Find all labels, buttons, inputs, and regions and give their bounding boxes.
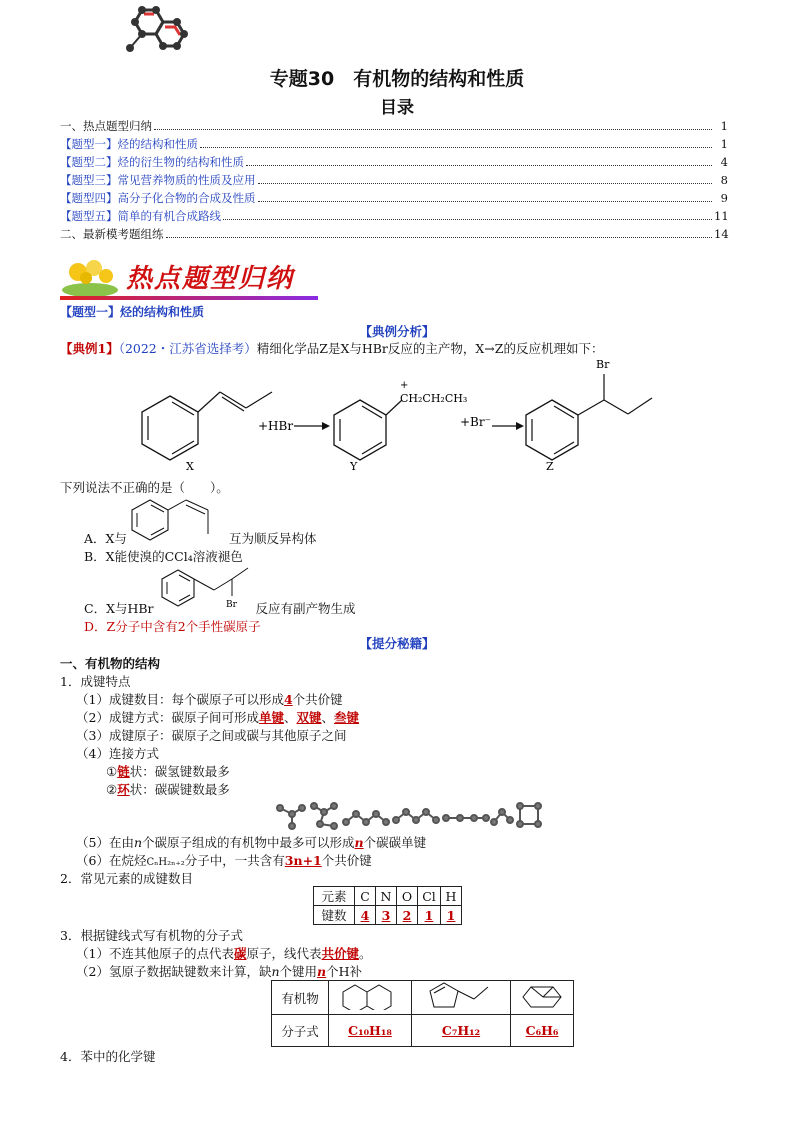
prismane-structure [517, 981, 567, 1011]
table-of-contents [60, 117, 728, 243]
notes-subheading: 2．常见元素的成键数目 [60, 871, 193, 886]
notes-line: （6）在烷烃CₙH₂ₙ₊₂分子中，一共含有3n+1个共价键 [76, 853, 372, 868]
option-b[interactable]: B．X能使溴的CCl₄溶液褪色 [84, 549, 243, 564]
banner-underline [60, 296, 318, 300]
notes-line: ①链状：碳氢键数最多 [106, 764, 230, 779]
decalin-structure [335, 982, 405, 1010]
question-stem: 下列说法不正确的是（ ）。 [60, 480, 229, 495]
label-y: Y [350, 460, 358, 473]
notes-line: （2）成键方式：碳原子间可形成单键、双键、叁键 [76, 710, 360, 725]
toc-item[interactable]: 二、最新模考题组练 14 [60, 227, 729, 241]
example-stem: 【典例1】（2022・江苏省选择考）精细化学品Z是X与HBr反应的主产物，X→Z的反应机理如下： [60, 341, 604, 356]
section-label: 【题型一】烃的结构和性质 [60, 305, 205, 319]
svg-text:+: + [400, 380, 409, 391]
notes-line: （5）在由n个碳原子组成的有机物中最多可以形成n个碳碳单键 [76, 835, 427, 850]
svg-text:Br: Br [226, 600, 237, 610]
toc-item[interactable]: 【题型五】简单的有机合成路线 11 [60, 209, 729, 223]
notes-subheading: 4．苯中的化学键 [60, 1049, 156, 1064]
example-heading: 【典例分析】 [359, 324, 435, 339]
bond-count-table: 元素 C N O Cl H 键数 4 3 2 1 1 [313, 886, 462, 925]
label-x: X [186, 460, 194, 473]
reaction-scheme [60, 356, 680, 474]
option-c[interactable]: C．X与HBr 反应有副产物生成 [84, 601, 356, 616]
notes-line: ②环状：碳碳键数最多 [106, 782, 230, 797]
toc-item[interactable]: 【题型四】高分子化合物的合成及性质 9 [60, 191, 728, 205]
toc-title: 目录 [380, 98, 414, 118]
banner-text: 热点题型归纳 [126, 264, 295, 294]
notes-line: （4）连接方式 [76, 746, 159, 761]
flower-icon [60, 256, 120, 298]
toc-item[interactable]: 【题型一】烃的结构和性质 1 [60, 137, 728, 151]
tips-heading: 【提分秘籍】 [359, 636, 435, 651]
notes-line: （1）不连其他原子的点代表碳原子，线代表共价键。 [76, 946, 372, 961]
notes-heading: 一、有机物的结构 [60, 656, 161, 671]
cyclopentene-structure [416, 981, 506, 1011]
notes-line: （1）成键数目：每个碳原子可以形成4个共价键 [76, 692, 343, 707]
notes-line: （3）成键原子：碳原子之间或碳与其他原子之间 [76, 728, 347, 743]
label-z: Z [546, 460, 554, 473]
propyl-chain: CH₂CH₂CH₃ [400, 392, 468, 405]
option-a-structure [128, 494, 228, 546]
logo-molecule-icon [118, 2, 198, 56]
formula-table: 有机物 分子式 C₁₀H₁₈ C₇H₁₂ C₆H₆ [271, 980, 574, 1047]
page-title: 专题30 有机物的结构和性质 [269, 68, 525, 90]
carbon-chain-models [272, 798, 552, 832]
svg-text:Br: Br [596, 358, 610, 371]
notes-line: （2）氢原子数据缺键数来计算，缺n个键用n个H补 [76, 964, 363, 979]
toc-item[interactable]: 【题型三】常见营养物质的性质及应用 8 [60, 173, 728, 187]
notes-subheading: 3．根据键线式写有机物的分子式 [60, 928, 243, 943]
section-banner [60, 256, 318, 304]
reagent-hbr: +HBr [258, 419, 294, 433]
toc-item[interactable]: 【题型二】烃的衍生物的结构和性质 4 [60, 155, 728, 169]
option-a[interactable]: A．X与 互为顺反异构体 [84, 531, 317, 546]
option-d[interactable]: D．Z分子中含有2个手性碳原子 [84, 619, 261, 634]
notes-subheading: 1．成键特点 [60, 674, 131, 689]
reagent-br: +Br⁻ [460, 415, 491, 429]
toc-item[interactable]: 一、热点题型归纳 1 [60, 119, 728, 133]
